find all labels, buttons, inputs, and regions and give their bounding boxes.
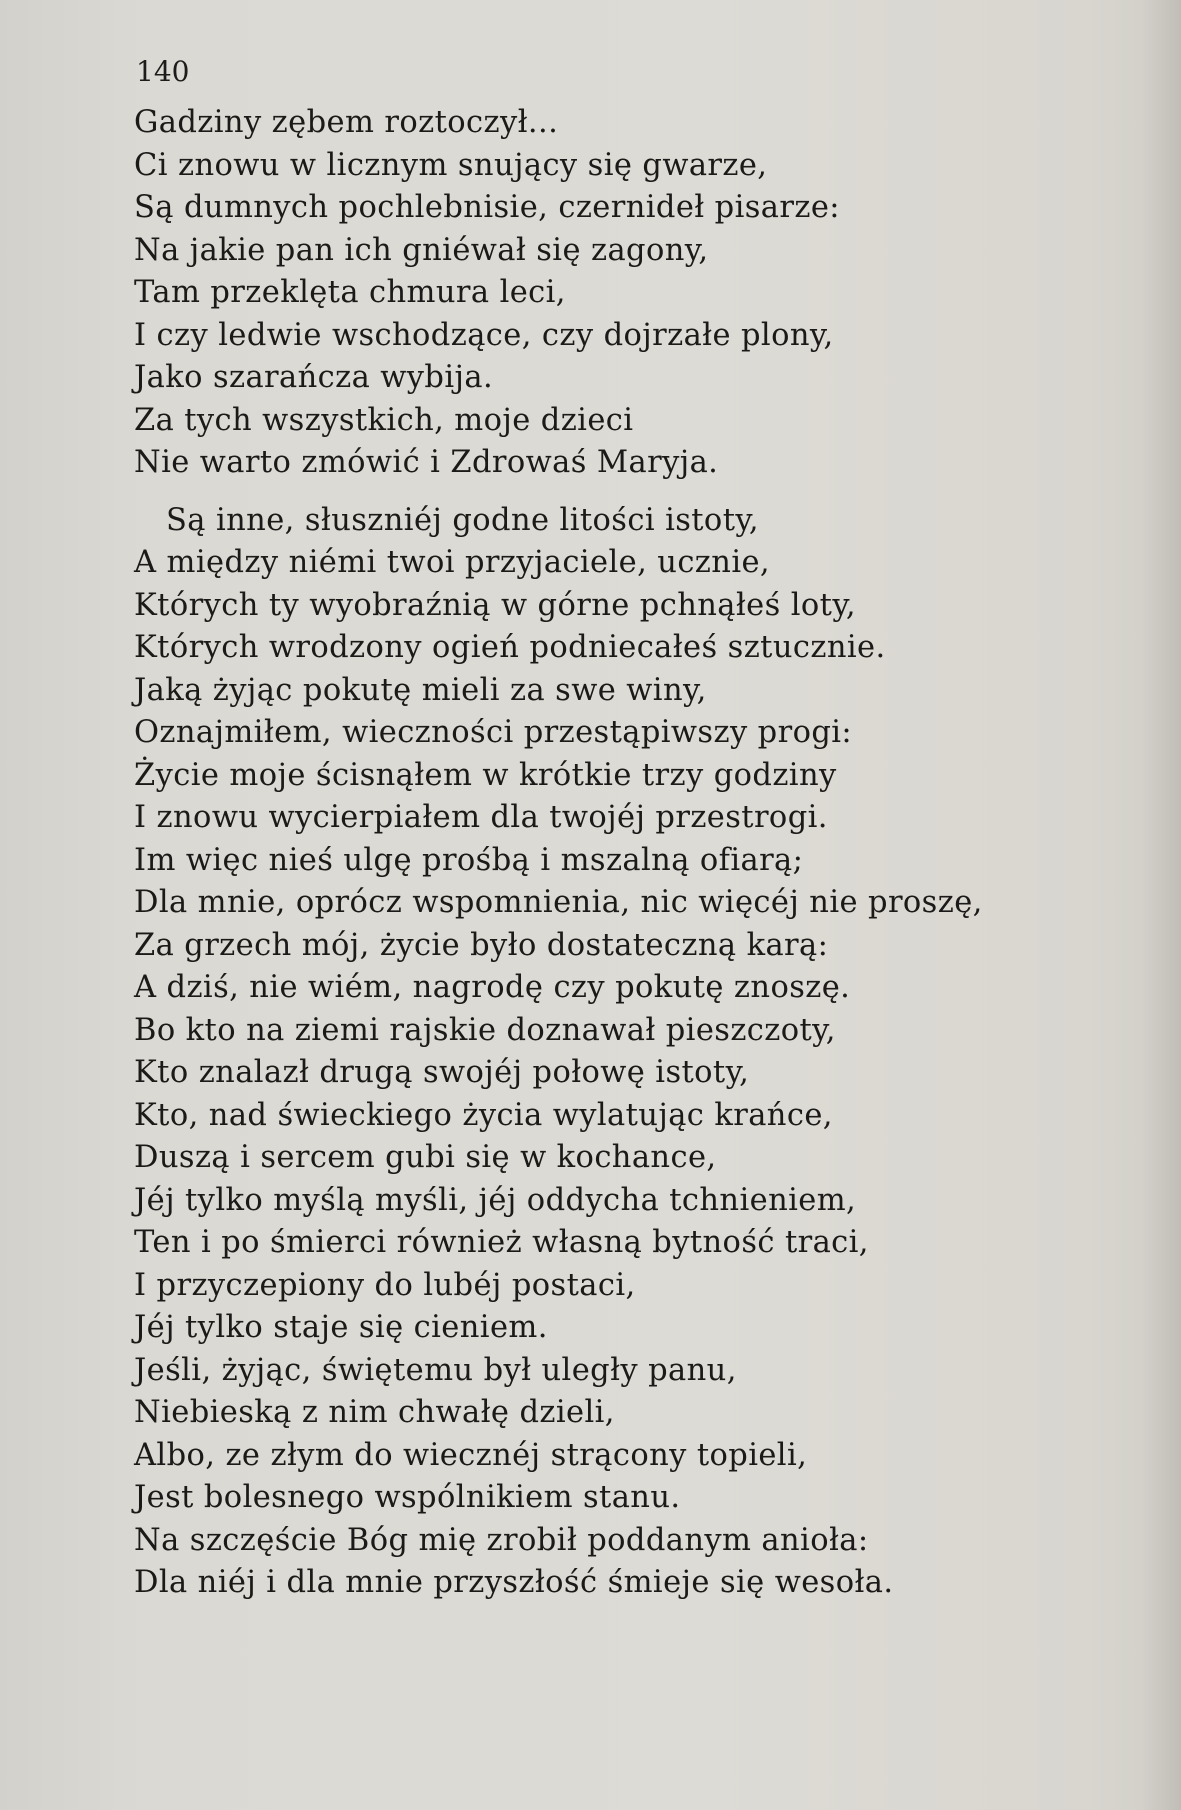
poem-line: Jest bolesnego wspólnikiem stanu.: [134, 1480, 681, 1515]
page-number: 140: [136, 55, 190, 88]
poem-line: Nie warto zmówić i Zdrowaś Maryja.: [134, 445, 719, 480]
poem-line: Duszą i sercem gubi się w kochance,: [134, 1140, 717, 1175]
poem-line: Kto, nad świeckiego życia wylatując krańce,: [134, 1097, 833, 1133]
poem-line: Im więc nieś ulgę prośbą i mszalną ofiarą;: [134, 842, 804, 878]
poem-line: Jéj tylko myślą myśli, jéj oddycha tchnieniem,: [134, 1182, 857, 1218]
poem-line: Tam przeklęta chmura leci,: [134, 275, 566, 310]
poem-line: Których ty wyobraźnią w górne pchnąłeś loty,: [134, 587, 857, 623]
stanza-1: [134, 102, 1154, 485]
poem-line: Jaką żyjąc pokutę mieli za swe winy,: [134, 672, 707, 708]
poem-line: Jéj tylko staje się cieniem.: [134, 1310, 548, 1345]
poem-line: Są inne, słuszniéj godne litości istoty,: [166, 502, 760, 538]
poem-line: Ten i po śmierci również własną bytność traci,: [134, 1225, 869, 1260]
poem-text: [134, 102, 1154, 1605]
poem-line: Dla mnie, oprócz wspomnienia, nic więcéj nie proszę,: [134, 885, 983, 920]
poem-line: Na jakie pan ich gniéwał się zagony,: [134, 232, 709, 268]
stanza-2: [134, 500, 1154, 1605]
poem-line: I przyczepiony do lubéj postaci,: [134, 1267, 636, 1303]
poem-line: Których wrodzony ogień podniecałeś sztucznie.: [134, 630, 886, 665]
poem-line: Są dumnych pochlebnisie, czernideł pisarze:: [134, 190, 840, 225]
poem-line: Oznajmiłem, wieczności przestąpiwszy progi:: [134, 715, 853, 750]
poem-line: Za tych wszystkich, moje dzieci: [134, 402, 634, 438]
poem-line: Jako szarańcza wybija.: [134, 360, 494, 395]
poem-line: Gadziny zębem roztoczył...: [134, 105, 559, 140]
poem-line: A między niémi twoi przyjaciele, ucznie,: [134, 545, 771, 580]
poem-line: Jeśli, żyjąc, świętemu był uległy panu,: [134, 1352, 737, 1388]
poem-line: Dla niéj i dla mnie przyszłość śmieje się wesoła.: [134, 1565, 894, 1600]
poem-line: Bo kto na ziemi rajskie doznawał pieszczoty,: [134, 1012, 836, 1048]
poem-line: Kto znalazł drugą swojéj połowę istoty,: [134, 1055, 750, 1090]
poem-line: Niebieską z nim chwałę dzieli,: [134, 1395, 615, 1430]
poem-line: Na szczęście Bóg mię zrobił poddanym anioła:: [134, 1522, 869, 1558]
poem-line: I znowu wycierpiałem dla twojéj przestrogi.: [134, 800, 828, 835]
poem-line: I czy ledwie wschodzące, czy dojrzałe plony,: [134, 317, 834, 353]
poem-line: A dziś, nie wiém, nagrodę czy pokutę znoszę.: [134, 970, 851, 1005]
poem-line: Życie moje ścisnąłem w krótkie trzy godziny: [134, 757, 837, 793]
poem-line: Za grzech mój, życie było dostateczną karą:: [134, 927, 829, 963]
poem-line: Ci znowu w licznym snujący się gwarze,: [134, 147, 768, 183]
poem-line: Albo, ze złym do wiecznéj strącony topieli,: [134, 1437, 808, 1473]
